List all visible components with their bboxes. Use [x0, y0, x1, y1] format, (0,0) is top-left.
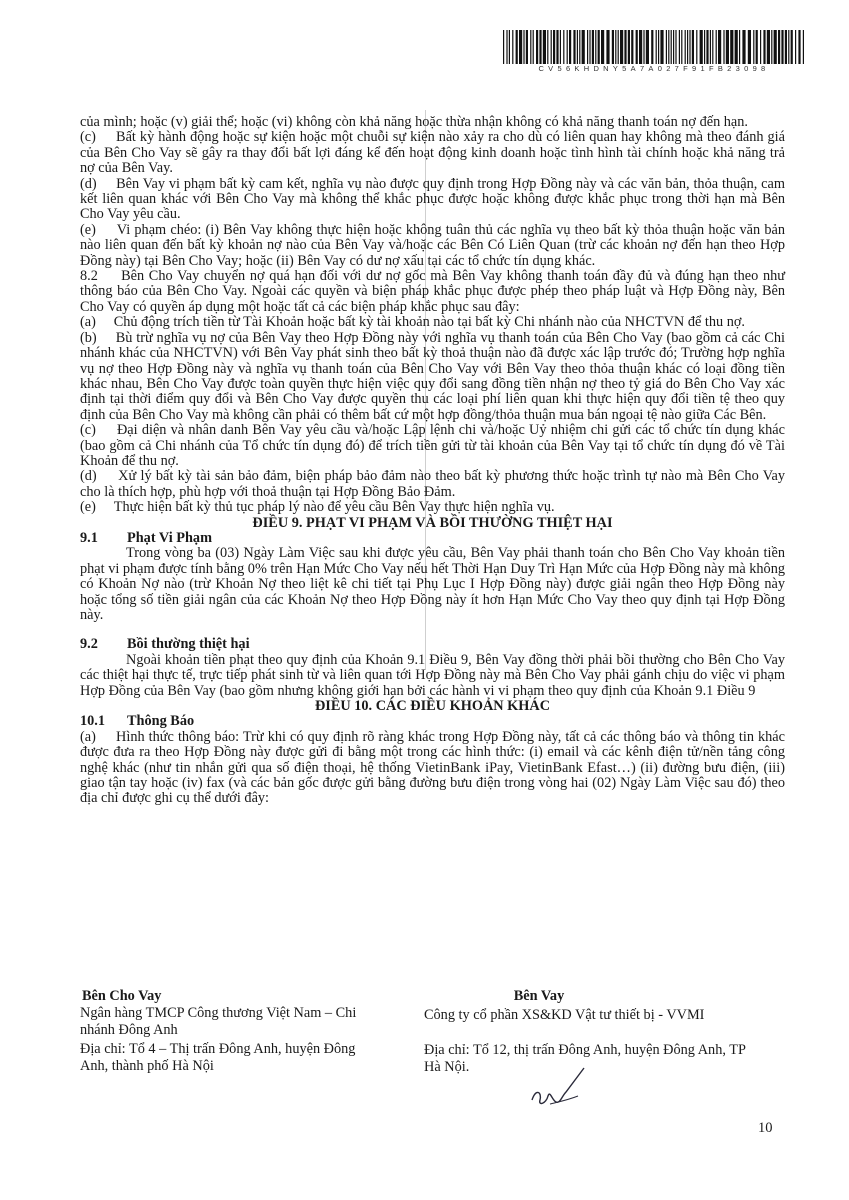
barcode-bar — [533, 30, 534, 64]
barcode-bar — [530, 30, 531, 64]
barcode-bar — [536, 30, 538, 64]
main-text — [80, 115, 785, 807]
barcode-bar — [615, 30, 616, 64]
section-9-2-title — [80, 637, 785, 652]
barcode-bar — [781, 30, 783, 64]
barcode-bar — [646, 30, 649, 64]
section-10-1-text: (a) Hình thức thông báo: Trừ khi có quy định rõ ràng khác trong Hợp Đồng này, tất cả các thông báo và thông tin khác được đưa ra theo Hợp Đồng này được gửi đi bằng một trong các hình thức: (i) email và các kênh điện tử/nền tảng công nghệ khác (như tin nhắn gửi qua số điện thoại, hệ thống VietinBank iPay, VietinBank Efast…) (ii) đường bưu điện, (iii) giao tận tay hoặc (iv) fax (và các bản gốc được gửi bằng đường bưu điện trong vòng hai (02) Ngày Làm Việc sau đó) theo địa chỉ được ghi cụ thể dưới đây: — [80, 728, 785, 807]
section-number: 9.2 — [80, 636, 98, 653]
barcode-bar — [689, 30, 690, 64]
barcode-bar — [523, 30, 524, 64]
paragraph: (b) Bù trừ nghĩa vụ nợ của Bên Vay theo Hợp Đồng này với nghĩa vụ thanh toán của Bên Cho Vay (bao gồm cả các Chi nhánh khác của NHCTVN) với Bên Vay phát sinh theo bất kỳ thoả thuận nào đã được xác lập trước đó; Trường hợp nghĩa vụ nợ theo Hợp Đồng này và nghĩa vụ thanh toán của Bên Cho Vay với Bên Vay theo thỏa thuận khác có loại đồng tiền khác nhau, Bên Cho Vay được toàn quyền thực hiện việc quy đổi sang đồng tiền nhận nợ theo tỷ giá do Bên Cho Vay xác định tại thời điểm quy đổi và Bên Cho Vay được quyền thu các loại phí liên quan khi thực hiện quy đổi tiền tệ theo quy định của Bên Cho Vay mà không cần phải có thêm bất cứ một hợp đồng/thỏa thuận mua bán ngoại tệ nào giữa Các Bên. — [80, 329, 785, 423]
paragraph: (e) Thực hiện bất kỳ thủ tục pháp lý nào để yêu cầu Bên Vay thực hiện nghĩa vụ. — [80, 499, 555, 516]
barcode-bar — [730, 30, 733, 64]
barcode-bar — [651, 30, 653, 64]
barcode-bar — [643, 30, 644, 64]
borrower-block — [424, 988, 785, 1076]
page-number: 10 — [758, 1120, 773, 1136]
lender-address: Địa chỉ: Tổ 4 – Thị trấn Đông Anh, huyện Đông Anh, thành phố Hà Nội — [80, 1041, 356, 1074]
barcode-bar — [692, 30, 694, 64]
barcode-bar — [573, 30, 575, 64]
barcode-bar — [778, 30, 780, 64]
barcode-bar — [760, 30, 761, 64]
barcode-bar — [681, 30, 682, 64]
lender-name: Ngân hàng TMCP Công thương Việt Nam – Chi nhánh Đông Anh — [80, 1005, 357, 1038]
barcode-bar — [675, 30, 676, 64]
lender-title: Bên Cho Vay — [82, 988, 162, 1004]
barcode-bar — [612, 30, 614, 64]
barcode-text: CV56KHDNY5A7A027F91FB23098 — [538, 64, 770, 73]
barcode-bar — [595, 30, 596, 64]
barcode-bar — [551, 30, 552, 64]
paragraph: (a) Chủ động trích tiền từ Tài Khoản hoặc bất kỳ tài khoản nào tại bất kỳ Chi nhánh nào của NHCTVN để thu nợ. — [80, 314, 746, 331]
barcode-bar — [516, 30, 518, 64]
barcode-bar — [706, 30, 708, 64]
barcode-bar — [606, 30, 609, 64]
barcode-bar — [700, 30, 703, 64]
barcode-bar — [712, 30, 713, 64]
barcode-bar — [624, 30, 626, 64]
section-10-1-title — [80, 714, 785, 729]
barcode-bar — [512, 30, 513, 64]
section-9-1-title — [80, 531, 785, 546]
barcode-bar — [788, 30, 789, 64]
barcode-bar — [560, 30, 561, 64]
barcode-bar — [723, 30, 724, 64]
barcode-bar — [710, 30, 711, 64]
article-9-heading: ĐIỀU 9. PHẠT VI PHẠM VÀ BỒI THƯỜNG THIỆT HẠI — [252, 514, 613, 531]
barcode-bar — [506, 30, 507, 64]
section-9-2-text: Ngoài khoản tiền phạt theo quy định của Khoản 9.1 Điều 9, Bên Vay đồng thời phải bồi thường cho Bên Cho Vay các thiệt hại thực tế, trực tiếp phát sinh từ và liên quan tới Hợp Đồng này mà Bên Cho Vay phải gánh chịu do việc vi phạm Hợp Đồng của Bên Vay (bao gồm nhưng không giới hạn bởi các hành vi vi phạm theo quy định của Khoản 9.1 Điều 9 — [80, 651, 785, 699]
barcode-bar — [547, 30, 548, 64]
barcode-bar — [539, 30, 541, 64]
section-title: Bồi thường thiệt hại — [127, 636, 250, 653]
barcode-bar — [735, 30, 738, 64]
borrower-name: Công ty cổ phần XS&KD Vật tư thiết bị - VVMI — [424, 1007, 705, 1023]
barcode-bar — [592, 30, 594, 64]
barcode-bar — [756, 30, 758, 64]
barcode-bar — [656, 30, 657, 64]
barcode-bar — [798, 30, 800, 64]
barcode-bar — [679, 30, 680, 64]
barcode-bar — [579, 30, 580, 64]
section-number: 9.1 — [80, 529, 98, 546]
barcode-bar — [685, 30, 686, 64]
barcode-bar — [587, 30, 588, 64]
barcode-bar — [658, 30, 659, 64]
barcode-bar — [553, 30, 555, 64]
paragraph: (c) Đại diện và nhân danh Bên Vay yêu cầu và/hoặc Lập lệnh chi và/hoặc Uỷ nhiệm chi gửi các tổ chức tín dụng khác (bao gồm cả Chi nhánh của Tổ chức tín dụng đó) để trích tiền gửi từ tài khoản của Bên Vay tại tổ chức tín dụng đó về Tài Khoản để thu nợ. — [80, 422, 785, 469]
barcode-bar — [742, 30, 745, 64]
barcode-bar — [673, 30, 674, 64]
barcode-bar — [718, 30, 721, 64]
barcode-bar — [543, 30, 546, 64]
barcode-bar — [785, 30, 787, 64]
barcode-bar — [582, 30, 585, 64]
barcode-bar — [763, 30, 765, 64]
barcode-bar — [639, 30, 642, 64]
barcode-bar — [509, 30, 510, 64]
barcode-bar — [569, 30, 571, 64]
paragraph: của mình; hoặc (v) giải thể; hoặc (vi) không còn khả năng hoặc thừa nhận không có khả năng thanh toán nợ đến hạn. — [80, 114, 749, 130]
barcode-bar — [556, 30, 558, 64]
section-title: Phạt Vi Phạm — [127, 529, 212, 546]
barcode-bar — [803, 30, 804, 64]
barcode-bar — [748, 30, 751, 64]
barcode-bar — [687, 30, 688, 64]
barcode-bar — [753, 30, 754, 64]
barcode-bar — [598, 30, 600, 64]
paragraph: (d) Xử lý bất kỳ tài sản bảo đảm, biện pháp bảo đảm nào theo bất kỳ phương thức hoặc trình tự nào mà Bên Cho Vay cho là thích hợp, phù hợp với thoả thuận tại Hợp Đồng Bảo Đảm. — [80, 468, 785, 500]
lender-block — [80, 988, 380, 1075]
barcode-bar — [704, 30, 705, 64]
barcode-bar — [791, 30, 793, 64]
article-10-heading: ĐIỀU 10. CÁC ĐIỀU KHOẢN KHÁC — [314, 698, 551, 715]
barcode-bar — [601, 30, 604, 64]
barcode-bar — [671, 30, 672, 64]
section-title: Thông Báo — [127, 713, 195, 730]
barcode-bar — [660, 30, 663, 64]
paragraph: (c) Bất kỳ hành động hoặc sự kiện hoặc một chuỗi sự kiện nào xảy ra cho dù có liên quan hay không mà theo đánh giá của Bên Cho Vay sẽ gây ra thay đổi bất lợi đáng kể đến hoạt động kinh doanh hoặc tình hình tài chính hoặc khả năng trả nợ của Bên Vay. — [80, 129, 785, 177]
borrower-address: Địa chỉ: Tổ 12, thị trấn Đông Anh, huyện Đông Anh, TP Hà Nội. — [424, 1042, 746, 1075]
barcode-bar — [620, 30, 623, 64]
barcode-bar — [739, 30, 740, 64]
barcode-bar — [774, 30, 777, 64]
barcode-bar — [716, 30, 717, 64]
barcode-bar — [767, 30, 770, 64]
barcode-bar — [503, 30, 504, 64]
barcode-bar — [696, 30, 697, 64]
paragraph: 8.2 Bên Cho Vay chuyển nợ quá hạn đối với dư nợ gốc mà Bên Vay không thanh toán đầy đủ và đúng hạn theo như thông báo của Bên Cho Vay. Ngoài các quyền và biện pháp khắc phục được phép theo pháp luật và Hợp Đồng này, Bên Cho Vay có quyền áp dụng một hoặc tất cả các biện pháp khắc phục sau đây: — [80, 268, 785, 315]
borrower-title: Bên Vay — [513, 988, 565, 1004]
paragraph: (d) Bên Vay vi phạm bất kỳ cam kết, nghĩa vụ nào được quy định trong Hợp Đồng này và các văn bản, thỏa thuận, cam kết liên quan khác với Bên Cho Vay mà không thể khắc phục được hoặc không được khắc phục trong thời hạn mà Bên Cho Vay yêu cầu. — [80, 175, 785, 223]
barcode-bar — [668, 30, 669, 64]
barcode-bar — [618, 30, 619, 64]
barcode-bar — [666, 30, 667, 64]
barcode-bar — [563, 30, 564, 64]
section-number: 10.1 — [80, 713, 106, 730]
paragraph: (e) Vi phạm chéo: (i) Bên Vay không thực hiện hoặc không tuân thủ các nghĩa vụ theo bất kỳ thỏa thuận hoặc văn bản nào liên quan đến bất kỳ khoản nợ nào của Bên Vay và/hoặc các Bên Có Liên Quan (trừ các khoản nợ đến hạn theo Hợp Đồng này) tại Bên Cho Vay; hoặc (ii) Bên Vay có dư nợ xấu tại các tổ chức tín dụng khác. — [80, 221, 785, 269]
barcode-bar — [726, 30, 729, 64]
section-9-1-text: Trong vòng ba (03) Ngày Làm Việc sau khi được yêu cầu, Bên Vay phải thanh toán cho Bên Cho Vay khoản tiền phạt vi phạm được tính bằng 0% trên Hạn Mức Cho Vay nếu hết Thời Hạn Duy Trì Hạn Mức của Hợp Đồng này mà không có Khoản Nợ nào (trừ Khoản Nợ theo liệt kê chi tiết tại Phụ Lục I Hợp Đồng này) được giải ngân theo Hợp Đồng này hoặc tổng số tiền giải ngân của các Khoản Nợ theo Hợp Đồng này ít hơn Hạn Mức Cho Vay theo quy định tại Hợp Đồng này. — [80, 545, 785, 623]
barcode-bar — [519, 30, 522, 64]
signature-mark — [528, 1066, 588, 1110]
barcode-bar — [628, 30, 630, 64]
barcode-bar — [589, 30, 590, 64]
barcode-bar — [567, 30, 568, 64]
barcode-bar — [631, 30, 633, 64]
barcode-bar — [577, 30, 578, 64]
barcode-bar — [771, 30, 772, 64]
barcode-bar — [795, 30, 796, 64]
barcode-bar — [636, 30, 638, 64]
barcode-bar — [526, 30, 528, 64]
barcode — [503, 30, 805, 64]
